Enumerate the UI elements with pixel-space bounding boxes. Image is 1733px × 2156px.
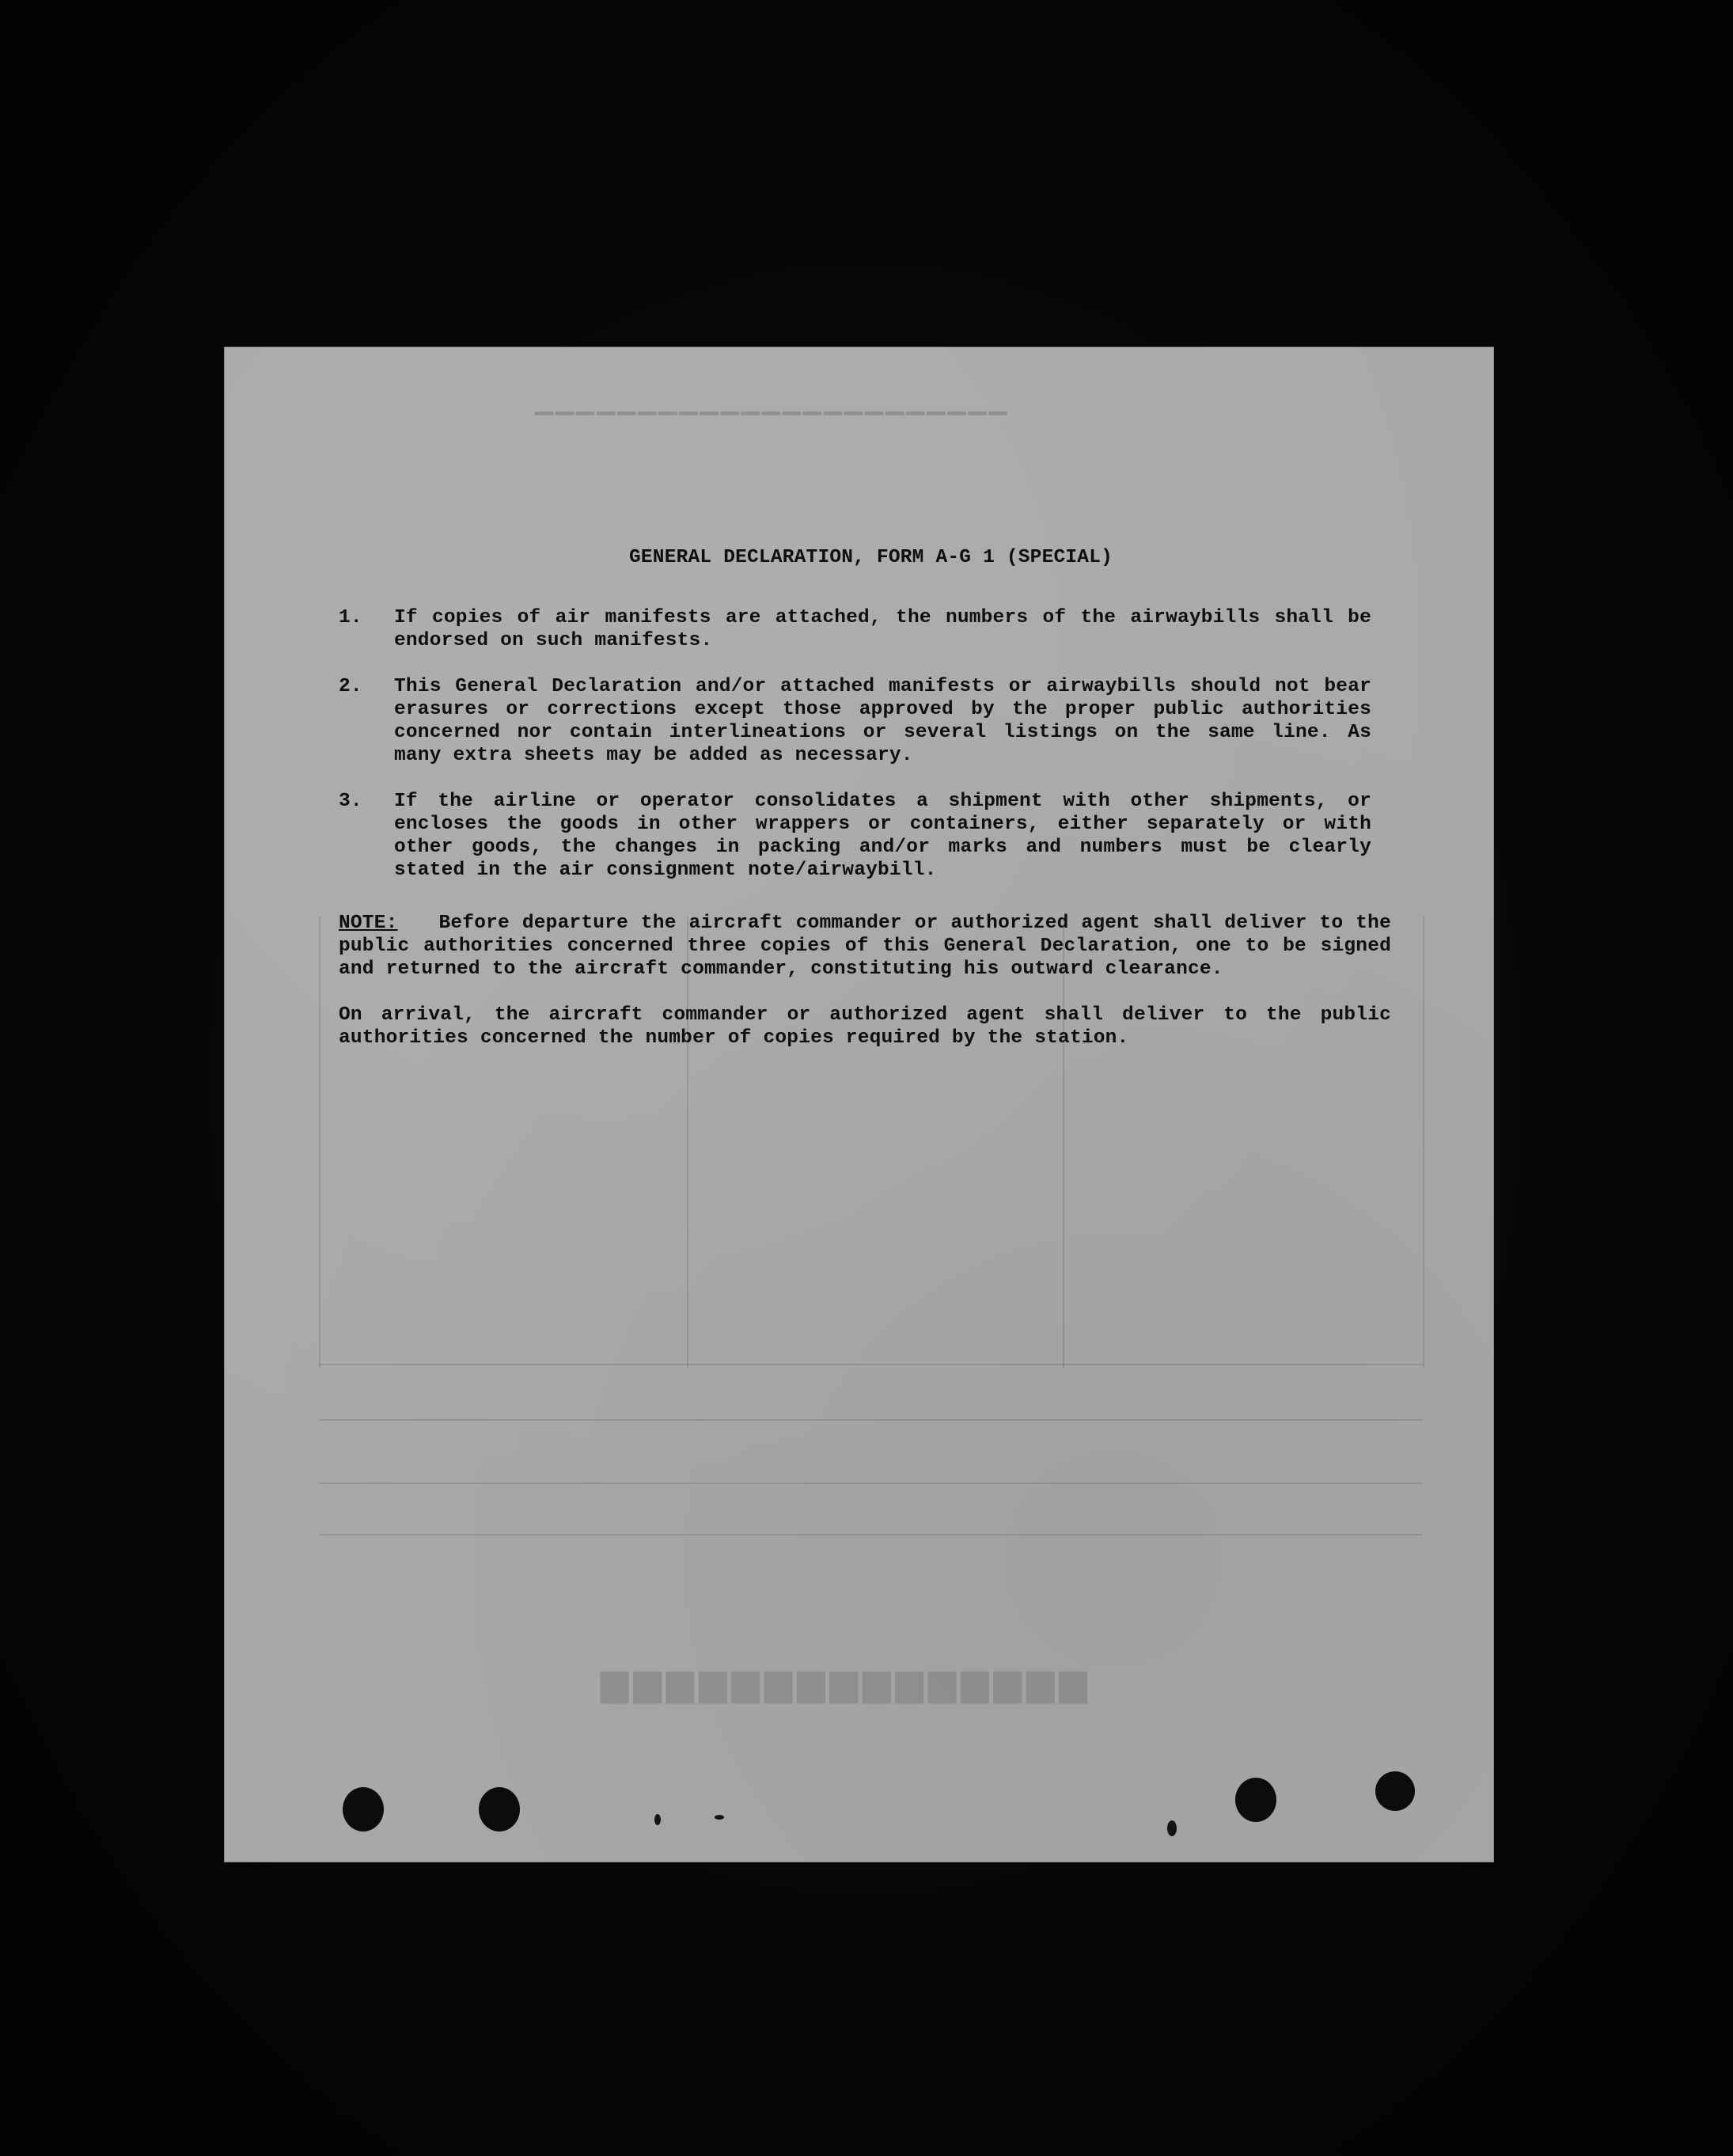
bleed-through-box <box>319 1364 1424 1365</box>
instruction-item <box>339 675 1387 767</box>
note-section <box>339 912 1391 1050</box>
ink-speck <box>715 1815 724 1820</box>
bleed-through-box <box>319 917 320 1368</box>
item-text: If copies of air manifests are attached, the numbers of the airwaybills shall be endorsed on such manifests. <box>394 607 1371 651</box>
item-text: This General Declaration and/or attached manifests or airwaybills should not bear erasures or corrections except those approved by the proper public authorities concerned nor contain interlineations or several listings on the same line. As many extra sheets may be added as necessary. <box>394 676 1371 766</box>
document-page <box>224 347 1494 1862</box>
declaration-instructions <box>339 546 1391 1072</box>
item-text: If the airline or operator consolidates a shipment with other shipments, or encloses the goods in other wrappers or containers, either separately or with other goods, the changes in packing and/or marks and numbers must be clearly stated in the air consignment note/airwaybill. <box>394 791 1371 881</box>
ink-speck <box>1167 1820 1177 1836</box>
bleed-through-header: ▁▁▁▁▁▁▁▁▁▁▁▁▁▁▁▁▁▁▁▁▁▁▁ <box>533 389 1007 415</box>
note-text: Before departure the aircraft commander or authorized agent shall deliver to the public authorities concerned three copies of this General Declaration, one to be signed and returned to the aircraft commander, constituting his outward clearance. <box>339 913 1391 980</box>
punch-hole <box>1235 1778 1276 1822</box>
item-number: 1. <box>339 607 362 628</box>
bleed-through-rule <box>319 1419 1423 1421</box>
punch-hole <box>479 1787 520 1831</box>
page-title: GENERAL DECLARATION, FORM A-G 1 (SPECIAL) <box>629 547 1113 568</box>
punch-hole <box>343 1787 384 1831</box>
instruction-item <box>339 790 1387 882</box>
ink-speck <box>654 1814 661 1825</box>
bleed-through-heading: ▆▆▆▆▆▆▆▆▆▆▆▆▆▆▆ <box>596 1661 1087 1702</box>
instruction-item <box>339 606 1387 652</box>
note-label: NOTE: <box>339 913 398 934</box>
bleed-through-rule <box>319 1534 1423 1535</box>
note-arrival: On arrival, the aircraft commander or authorized agent shall deliver to the public authorities concerned the number of copies required by the station. <box>339 1004 1391 1049</box>
bleed-through-box <box>1423 917 1424 1368</box>
punch-hole <box>1375 1771 1415 1811</box>
item-number: 2. <box>339 676 362 697</box>
item-number: 3. <box>339 791 362 812</box>
note-departure <box>339 912 1391 981</box>
bleed-through-rule <box>319 1482 1423 1484</box>
